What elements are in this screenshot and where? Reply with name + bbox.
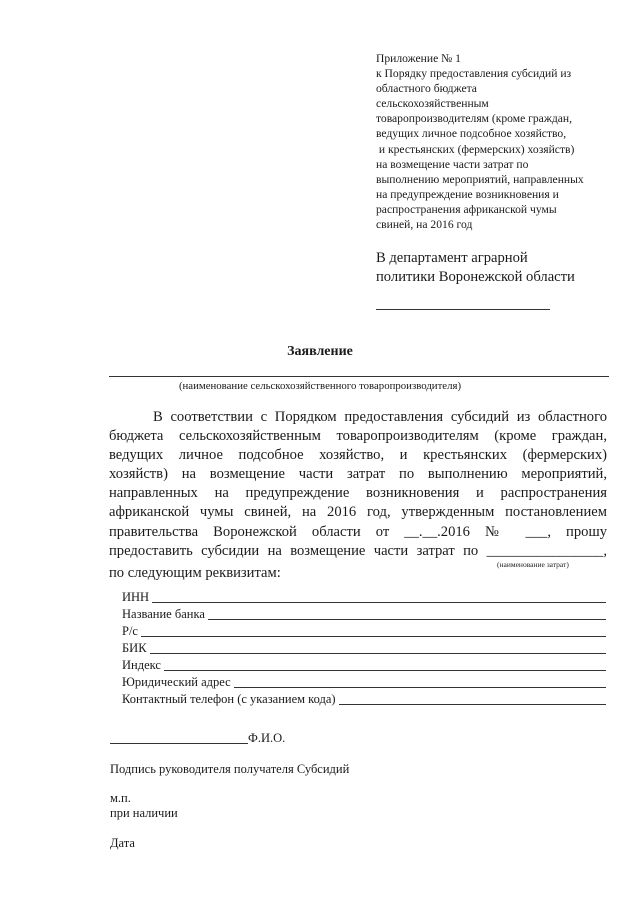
appendix-line: распространения африканской чумы <box>376 202 557 216</box>
appendix-line: и крестьянских (фермерских) хозяйств) <box>376 142 575 156</box>
field-label: Название банка <box>122 607 205 621</box>
field-label: ИНН <box>122 590 150 604</box>
field-inn[interactable] <box>122 589 606 605</box>
field-line <box>150 653 606 654</box>
appendix-line: сельскохозяйственным <box>376 97 489 111</box>
field-line <box>339 704 606 705</box>
field-label: Юридический адрес <box>122 675 231 689</box>
body-paragraph <box>109 408 607 561</box>
appendix-line: областного бюджета <box>376 82 477 96</box>
body-line: направленных на предупреждение возникновения и распространения <box>109 485 607 502</box>
field-line <box>152 602 606 603</box>
field-bank-name[interactable] <box>122 606 606 622</box>
signature-name-row <box>110 731 285 746</box>
producer-caption: (наименование сельскохозяйственного товаропроизводителя) <box>178 380 462 392</box>
field-label: БИК <box>122 641 147 655</box>
body-line: ведущих личное подсобное хозяйство, и крестьянских (фермерских) <box>109 447 607 464</box>
field-legal-address[interactable] <box>122 674 606 690</box>
body-line: правительства Воронежской области от __.__.2016 № ___, прошу <box>109 523 607 540</box>
costs-caption: (наименование затрат) <box>497 560 569 569</box>
appendix-line: товаропроизводителям (кроме граждан, <box>376 112 572 126</box>
addressee-blank-line <box>376 309 550 310</box>
producer-name-line <box>109 376 609 377</box>
body-line: бюджета сельскохозяйственным товаропроизводителям (кроме граждан, <box>109 428 607 445</box>
appendix-line: на предупреждение возникновения и <box>376 187 559 201</box>
field-line <box>234 687 606 688</box>
stamp-note: при наличии <box>110 806 178 820</box>
appendix-note <box>376 51 626 232</box>
appendix-line: к Порядку предоставления субсидий из <box>376 67 572 81</box>
addressee <box>376 249 575 287</box>
appendix-line: выполнению мероприятий, направленных <box>376 172 584 186</box>
field-label: Контактный телефон (с указанием кода) <box>122 692 336 706</box>
head-signature-label: Подпись руководителя получателя Субсидий <box>110 762 350 776</box>
appendix-line: свиней, на 2016 год <box>376 218 473 232</box>
document-title: Заявление <box>287 344 353 359</box>
signature-line[interactable] <box>110 743 248 744</box>
field-line <box>141 636 606 637</box>
body-line: хозяйств) на возмещение части затрат по выполнению мероприятий, <box>109 466 607 483</box>
addressee-line-2: политики Воронежской области <box>376 269 575 285</box>
body-line: африканской чумы свиней, на 2016 год, утвержденным постановлением <box>109 504 607 521</box>
signature-name-label: Ф.И.О. <box>248 731 286 745</box>
field-account[interactable] <box>122 623 606 639</box>
field-label: Р/с <box>122 624 138 638</box>
date-label: Дата <box>110 836 135 850</box>
stamp-label: м.п. <box>110 791 131 805</box>
field-label: Индекс <box>122 658 161 672</box>
appendix-line: Приложение № 1 <box>376 52 461 65</box>
body-line: предоставить субсидии на возмещение части затрат по ________________, <box>109 542 607 559</box>
requisites-intro: по следующим реквизитам: <box>109 565 281 581</box>
appendix-line: ведущих личное подсобное хозяйство, <box>376 127 567 141</box>
body-line: В соответствии с Порядком предоставления субсидий из областного <box>153 409 607 425</box>
field-phone[interactable] <box>122 691 606 707</box>
field-line <box>164 670 606 671</box>
field-bik[interactable] <box>122 640 606 656</box>
addressee-line-1: В департамент аграрной <box>376 250 528 266</box>
field-index[interactable] <box>122 657 606 673</box>
field-line <box>208 619 606 620</box>
appendix-line: на возмещение части затрат по <box>376 157 529 171</box>
